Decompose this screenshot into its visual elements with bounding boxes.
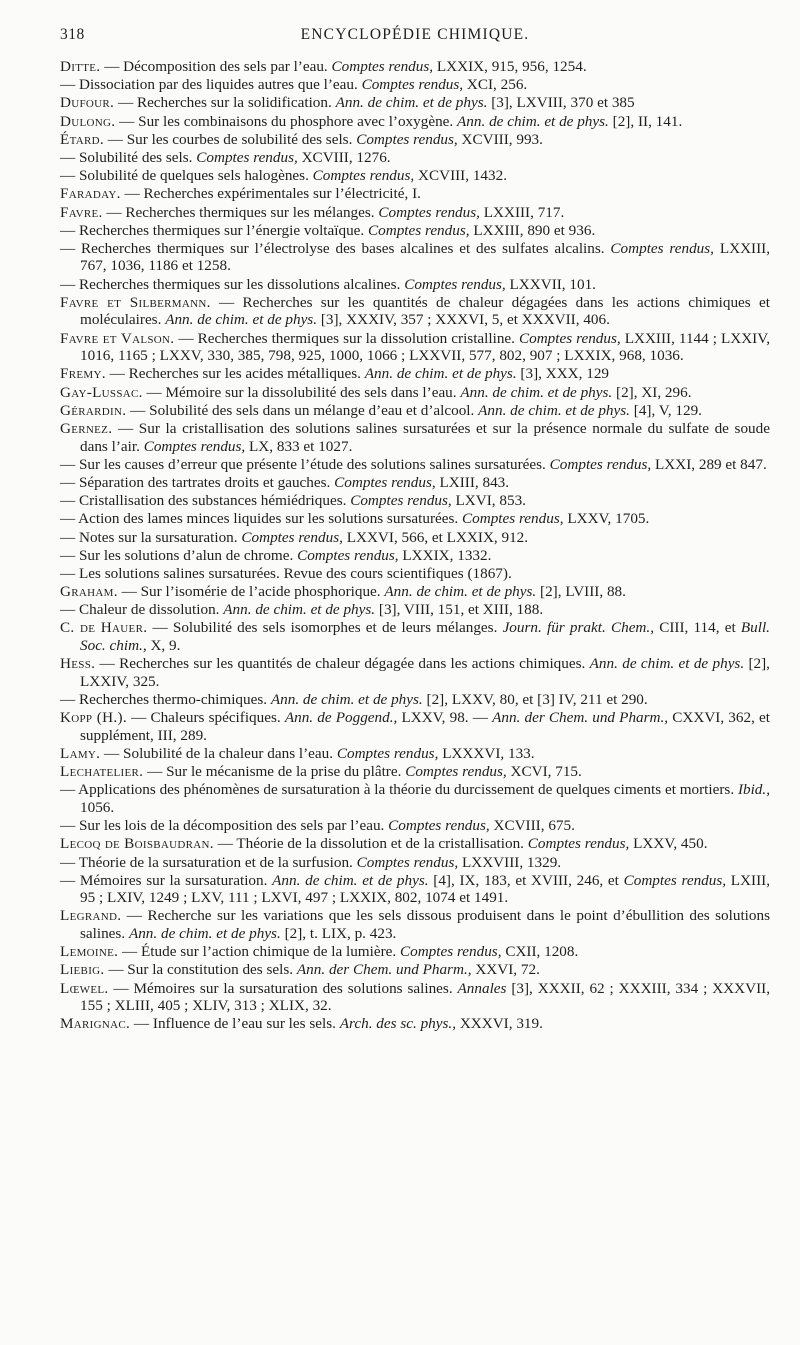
entry-text: — Sur les solutions d’alun de chrome. [60,546,298,564]
entry-text: X, 9. [146,637,181,655]
entry-text: LXXI, 289 et 847. [651,455,767,473]
bibliography-entry [60,547,770,565]
entry-source-title: Comptes rendus, [404,275,506,293]
entry-text: — Mémoires sur la sursaturation. [60,871,273,889]
entry-author: C. de Hauer. [60,619,148,637]
bibliography-entry [60,474,770,492]
bibliography-entry [60,907,770,942]
entry-text: — Notes sur la sursaturation. [60,528,242,546]
entry-text: LXXV, 450. [629,835,708,853]
entry-text: XCVIII, 675. [489,817,575,835]
entry-text: — Recherches sur la solidification. [114,94,336,112]
entry-source-title: Arch. des sc. phys., [339,1015,457,1033]
entry-source-title: Comptes rendus, [196,148,298,166]
entry-source-title: Ann. de chim. et de phys. [165,311,318,329]
entry-source-title: Ann. de chim. et de phys. [128,925,281,943]
entry-text: — Mémoire sur la dissolubilité des sels dans l’eau. [142,383,461,401]
entry-author: Kopp (H.). [60,709,127,727]
entry-source-title: Comptes rendus, [623,871,727,889]
entry-text: [2], LXXIV, 325. [80,655,770,690]
bibliography-entry [60,763,770,781]
entry-source-title: Comptes rendus, [462,510,564,528]
entry-author: Hess. [60,655,96,673]
entry-text: LXXIX, 1332. [398,546,492,564]
entry-text: — Mémoires sur la sursaturation des solutions salines. [108,979,458,997]
entry-text: — Recherches thermiques sur les dissolutions alcalines. [60,275,405,293]
entry-author: Dulong. [60,112,116,130]
entry-source-title: Ann. de chim. et de phys. [384,583,537,601]
entry-text: — Sur les combinaisons du phosphore avec l’oxygène. [115,112,458,130]
entry-text: LXXIII, 1144 ; LXXIV, 1016, 1165 ; LXXV, 330, 385, 798, 925, 1000, 1066 ; LXXVII, 577, 802, 907 ; LXXIX, 968, 1036. [80,329,771,365]
entry-text: [4], IX, 183, et XVIII, 246, et [428,871,624,889]
bibliography-entry [60,583,770,601]
entry-text: [3], VIII, 151, et XIII, 188. [375,601,544,619]
entry-source-title: Ann. de chim. et de phys. [335,94,488,112]
entry-source-title: Ann. de chim. et de phys. [460,383,613,401]
entry-text: — Recherches thermo-chimiques. [60,691,271,708]
entry-text: LXXVIII, 1329. [458,853,562,871]
bibliography-entry [60,817,770,835]
entry-source-title: Ann. der Chem. und Pharm., [492,709,669,727]
entry-source-title: Comptes rendus, [405,763,507,781]
entry-text: — Sur les courbes de solubilité des sels. [103,130,357,148]
entry-text: — Séparation des tartrates droits et gauches. [60,473,335,491]
entry-text: — Les solutions salines sursaturées. Revue des cours scientifiques (1867). [60,564,512,582]
bibliography-entry [60,492,770,510]
bibliography-entry [60,420,770,455]
entry-text: XCI, 256. [463,76,528,94]
entry-author: Gernez. [60,419,113,437]
entry-text: — Solubilité de la chaleur dans l’eau. [100,744,337,762]
entry-text: — Solubilité de quelques sels halogènes. [60,167,313,185]
bibliography-list [60,58,770,1033]
entry-text: LXXVII, 101. [505,275,596,293]
bibliography-entry [60,872,770,907]
bibliography-entry [60,961,770,979]
bibliography-entry [60,185,770,203]
entry-text: — Recherches thermiques sur la dissolution cristalline. [174,329,519,347]
entry-source-title: Comptes rendus, [356,853,459,871]
bibliography-entry [60,131,770,149]
entry-text: [3], XXX, 129 [516,365,610,383]
entry-text: — Sur la cristallisation des solutions salines sursaturées et sur la présence normale du sulfate de soude dans l’air. [80,419,770,455]
entry-text: — Solubilité des sels. [60,148,197,166]
entry-text: LXXV, 1705. [563,510,650,528]
entry-text: — Théorie de la dissolution et de la cristallisation. [213,835,528,853]
entry-source-title: Comptes rendus, [388,817,490,835]
entry-text: — Recherches thermiques sur l’énergie voltaïque. [60,221,369,239]
entry-text: — Chaleur de dissolution. [60,601,224,619]
bibliography-entry [60,565,770,583]
bibliography-entry [60,222,770,240]
entry-author: Gay-Lussac. [60,383,143,401]
entry-source-title: Ann. de chim. et de phys. [478,401,630,419]
entry-text: [2], XI, 296. [612,383,692,401]
entry-text: XXVI, 72. [471,961,540,979]
entry-text: — Recherches sur les quantités de chaleur dégagée dans les actions chimiques. [95,655,590,673]
entry-text: — Cristallisation des substances hémiédriques. [60,492,351,510]
entry-author: Favre et Valson. [60,329,175,347]
entry-author: Marignac. [60,1015,131,1033]
entry-text: — Chaleurs spécifiques. [126,709,285,727]
bibliography-entry [60,113,770,131]
entry-text: [2], LVIII, 88. [536,583,626,601]
bibliography-entry [60,655,770,690]
entry-source-title: Comptes rendus, [378,203,480,221]
entry-source-title: Comptes rendus, [518,329,621,347]
bibliography-entry [60,745,770,763]
running-title: ENCYCLOPÉDIE CHIMIQUE. [300,26,530,43]
entry-text: LX, 833 et 1027. [245,437,353,455]
entry-source-title: Comptes rendus, [361,76,464,94]
bibliography-entry [60,456,770,474]
entry-text: — Sur les lois de la décomposition des sels par l’eau. [60,817,389,835]
entry-author: Lemoine. [60,943,119,961]
bibliography-entry [60,1015,770,1033]
entry-source-title: Ann. de chim. et de phys. [272,871,429,889]
bibliography-entry [60,94,770,112]
entry-text: — Sur l’isomérie de l’acide phosphorique. [117,583,385,601]
entry-text: — Étude sur l’action chimique de la lumière. [118,943,400,961]
bibliography-entry [60,781,770,816]
entry-author: Liebig. [60,961,105,979]
bibliography-entry [60,294,770,329]
bibliography-entry [60,58,770,76]
entry-source-title: Comptes rendus, [527,835,630,853]
entry-author: Favre et Silbermann. [60,293,211,311]
entry-source-title: Comptes rendus, [334,473,436,491]
entry-text: LXXXVI, 133. [438,744,535,762]
entry-author: Lechatelier. [60,763,144,781]
bibliography-entry [60,204,770,222]
entry-text: — Recherches thermiques sur l’électrolyse des bases alcalines et des sulfates alcalins. [60,239,611,257]
entry-text: — Recherche sur les variations que les sels dissous produisent dans le point d’ébullition des solutions salines. [80,907,770,943]
bibliography-entry [60,240,770,275]
entry-text: — Théorie de la sursaturation et de la surfusion. [60,853,357,871]
entry-text: LXIII, 95 ; LXIV, 1249 ; LXV, 111 ; LXVI, 497 ; LXXIX, 802, 1074 et 1491. [80,871,770,907]
entry-text: — Sur le mécanisme de la prise du plâtre. [143,763,406,781]
entry-source-title: Ibid., [737,781,770,799]
bibliography-entry [60,76,770,94]
entry-text: LXXVI, 566, et LXXIX, 912. [342,528,529,546]
bibliography-entry [60,365,770,383]
entry-text: — Recherches expérimentales sur l’électricité, I. [120,185,421,203]
entry-author: Favre. [60,203,103,221]
entry-source-title: Ann. de Poggend., [284,709,398,727]
entry-author: Étard. [60,130,104,148]
entry-text: XXXVI, 319. [456,1015,543,1033]
entry-text: — Dissociation par des liquides autres que l’eau. [60,76,362,94]
entry-text: XCVIII, 993. [457,130,543,148]
entry-text: LXIII, 843. [435,473,510,491]
entry-source-title: Ann. de chim. et de phys. [270,691,423,708]
entry-text: [3], XXXII, 62 ; XXXIII, 334 ; XXXVII, 155 ; XLIII, 405 ; XLIV, 313 ; XLIX, 32. [80,979,770,1015]
bibliography-entry [60,167,770,185]
bibliography-entry [60,402,770,420]
bibliography-entry [60,980,770,1015]
bibliography-entry [60,529,770,547]
entry-text: — Sur la constitution des sels. [104,961,297,979]
entry-source-title: Ann. de chim. et de phys. [589,655,745,673]
entry-text: LXXIII, 717. [479,203,565,221]
entry-source-title: Comptes rendus, [350,492,452,510]
entry-text: [4], V, 129. [629,401,702,419]
entry-text: [3], XXXIV, 357 ; XXXVI, 5, et XXXVII, 406. [317,311,610,329]
entry-text: LXXIX, 915, 956, 1254. [433,58,587,75]
entry-text: — Solubilité des sels isomorphes et de leurs mélanges. [147,619,503,637]
entry-author: Lamy. [60,744,101,762]
entry-source-title: Comptes rendus, [331,58,434,75]
bibliography-entry [60,149,770,167]
entry-source-title: Comptes rendus, [549,455,652,473]
bibliography-entry [60,330,770,365]
entry-source-title: Comptes rendus, [368,221,470,239]
entry-text: 1056. [80,798,115,816]
entry-author: Ditte. [60,58,101,75]
entry-text: CXII, 1208. [501,943,579,961]
bibliography-entry [60,854,770,872]
entry-source-title: Comptes rendus, [312,167,415,185]
entry-text: LXXV, 98. — [397,709,493,727]
entry-text: XCVIII, 1276. [297,148,391,166]
entry-source-title: Comptes rendus, [336,744,439,762]
entry-text: — Applications des phénomènes de sursaturation à la théorie du durcissement de quelques ciments et mortiers. [60,781,738,799]
entry-source-title: Comptes rendus, [297,546,399,564]
entry-source-title: Ann. der Chem. und Pharm., [296,961,472,979]
entry-source-title: Bull. Soc. chim., [80,619,770,655]
entry-author: Legrand. [60,907,122,925]
entry-author: Lecoq de Boisbaudran. [60,835,214,853]
entry-author: Graham. [60,583,118,601]
entry-source-title: Ann. de chim. et de phys. [457,112,609,130]
entry-source-title: Comptes rendus, [143,437,246,455]
entry-text: — Influence de l’eau sur les sels. [130,1015,340,1033]
entry-text: [2], II, 141. [608,112,683,130]
bibliography-entry [60,510,770,528]
entry-source-title: Comptes rendus, [356,130,458,148]
bibliography-entry [60,619,770,654]
bibliography-entry [60,709,770,744]
entry-source-title: Comptes rendus, [399,943,502,961]
entry-source-title: Comptes rendus, [241,528,343,546]
bibliography-entry [60,601,770,619]
page-number: 318 [60,26,85,43]
entry-text: XCVI, 715. [506,763,582,781]
entry-text: LXXIII, 890 et 936. [469,221,596,239]
entry-text: [2], t. LIX, p. 423. [280,925,397,943]
entry-text: — Décomposition des sels par l’eau. [100,58,332,75]
entry-source-title: Ann. de chim. et de phys. [223,601,376,619]
entry-source-title: Annales [457,979,507,997]
entry-text: LXVI, 853. [451,492,526,510]
entry-text: — Recherches thermiques sur les mélanges. [102,203,379,221]
entry-text: — Recherches sur les quantités de chaleur dégagées dans les actions chimiques et moléculaires. [80,293,770,329]
entry-source-title: Comptes rendus, [610,239,714,257]
entry-source-title: Ann. de chim. et de phys. [364,365,517,383]
entry-text: XCVIII, 1432. [414,167,508,185]
bibliography-entry [60,943,770,961]
entry-author: Lœwel. [60,979,109,997]
entry-author: Dufour. [60,94,115,112]
entry-text: [2], LXXV, 80, et [3] IV, 211 et 290. [422,691,648,708]
bibliography-entry [60,276,770,294]
entry-text: LXXIII, 767, 1036, 1186 et 1258. [80,239,771,275]
entry-text: CIII, 114, et [654,619,741,637]
entry-text: [3], LXVIII, 370 et 385 [487,94,635,112]
entry-author: Fremy. [60,365,106,383]
page-header [60,26,770,56]
bibliography-entry [60,691,770,709]
entry-text: CXXVI, 362, et supplément, III, 289. [80,709,770,744]
bibliography-entry [60,835,770,853]
entry-text: — Solubilité des sels dans un mélange d’eau et d’alcool. [126,401,479,419]
entry-author: Gérardin. [60,401,127,419]
entry-author: Faraday. [60,185,121,203]
entry-text: — Recherches sur les acides métalliques. [105,365,365,383]
entry-source-title: Journ. für prakt. Chem., [502,619,654,637]
entry-text: — Sur les causes d’erreur que présente l’étude des solutions salines sursaturées. [60,455,550,473]
bibliography-entry [60,384,770,402]
entry-text: — Action des lames minces liquides sur les solutions sursaturées. [60,510,462,528]
